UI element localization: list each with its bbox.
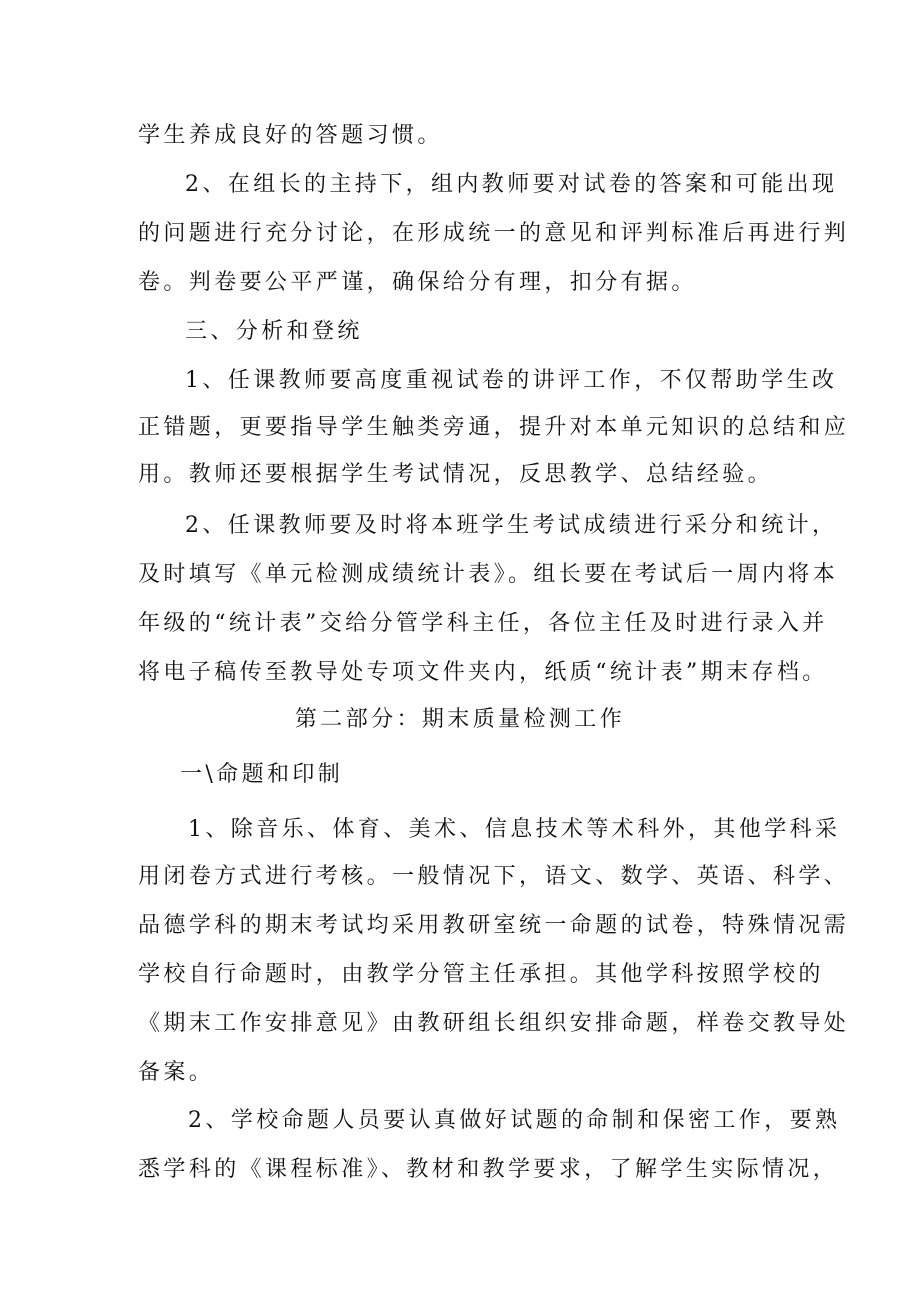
text-line: 备案。 [138, 1060, 215, 1085]
text-line: 用闭卷方式进行考核。一般情况下，语文、数学、英语、科学、 [138, 864, 850, 889]
text-line: 2、任课教师要及时将本班学生考试成绩进行采分和统计， [185, 513, 838, 538]
section-heading: 三、分析和登统 [185, 319, 363, 344]
text-line: 正错题，更要指导学生触类旁通，提升对本单元知识的总结和应 [138, 415, 850, 440]
text-line: 年级的“统计表”交给分管学科主任，各位主任及时进行录入并 [138, 611, 828, 636]
text-line: 悉学科的《课程标准》、教材和教学要求，了解学生实际情况， [138, 1157, 839, 1182]
text-line: 用。教师还要根据学生考试情况，反思教学、总结经验。 [138, 462, 774, 487]
text-line: 学校自行命题时，由教学分管主任承担。其他学科按照学校的 [138, 962, 824, 987]
section-heading: 一\命题和印制 [180, 762, 344, 787]
text-line: 的问题进行充分讨论，在形成统一的意见和评判标准后再进行判 [138, 221, 850, 246]
text-line: 学生养成良好的答题习惯。 [138, 123, 443, 148]
text-line: 品德学科的期末考试均采用教研室统一命题的试卷，特殊情况需 [138, 913, 850, 938]
text-line: 2、在组长的主持下，组内教师要对试卷的答案和可能出现 [185, 172, 838, 197]
text-line: 卷。判卷要公平严谨，确保给分有理，扣分有据。 [138, 270, 697, 295]
text-line: 及时填写《单元检测成绩统计表》。组长要在考试后一周内将本 [138, 562, 839, 587]
text-line: 1、除音乐、体育、美术、信息技术等术科外，其他学科采 [188, 817, 841, 842]
text-line: 1、任课教师要高度重视试卷的讲评工作，不仅帮助学生改 [185, 368, 838, 393]
part-heading: 第二部分：期末质量检测工作 [294, 707, 626, 732]
text-line: 《期末工作安排意见》由教研组长组织安排命题，样卷交教导处 [138, 1011, 850, 1036]
text-line: 将电子稿传至教导处专项文件夹内，纸质“统计表”期末存档。 [138, 660, 828, 685]
text-line: 2、学校命题人员要认真做好试题的命制和保密工作，要熟 [188, 1108, 841, 1133]
